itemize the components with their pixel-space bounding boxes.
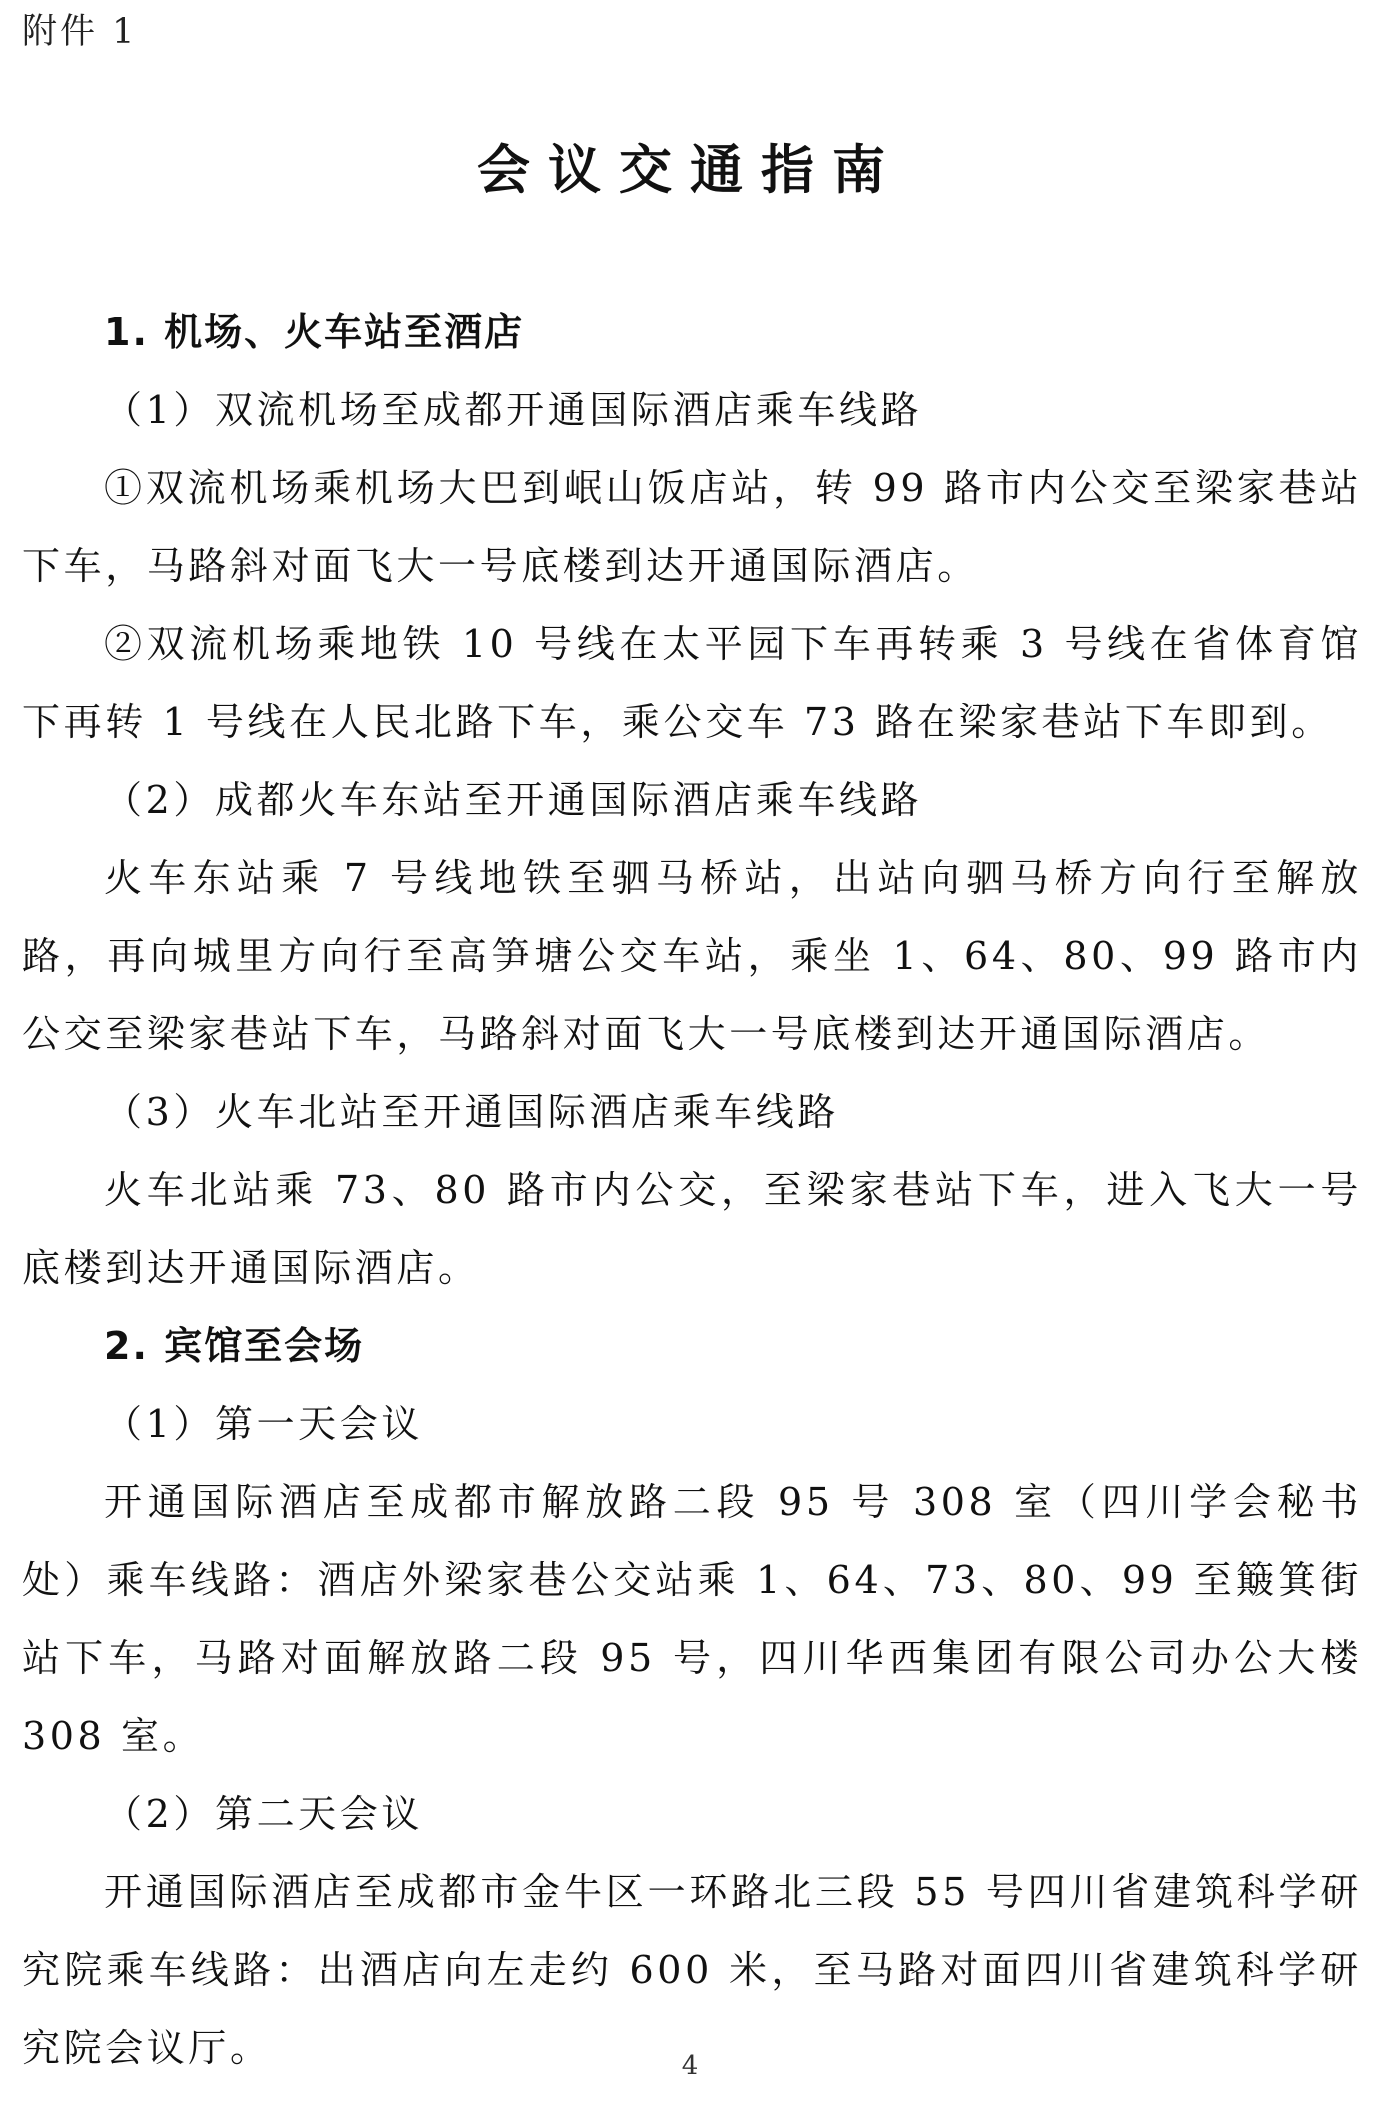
paragraph-day-one-directions: 开通国际酒店至成都市解放路二段 95 号 308 室（四川学会秘书处）乘车线路：酒店外梁家巷公交站乘 1、64、73、80、99 至簸箕街站下车，马路对面解放路二段 95 号，四川华西集团有限公司办公大楼 308 室。: [22, 1480, 1362, 1758]
subheading-shuangliu-route: （1）双流机场至成都开通国际酒店乘车线路: [104, 388, 923, 432]
page-number: 4: [681, 2051, 699, 2081]
paragraph-north-station-directions: 火车北站乘 73、80 路市内公交，至梁家巷站下车，进入飞大一号底楼到达开通国际酒店。: [22, 1168, 1362, 1290]
section-heading-hotel-venue: 2. 宾馆至会场: [104, 1324, 365, 1368]
document-body: [22, 293, 1362, 2087]
subheading-day-one: （1）第一天会议: [104, 1402, 423, 1446]
section-heading-airport-station: 1. 机场、火车站至酒店: [104, 310, 525, 354]
paragraph-airport-metro-option: ②双流机场乘地铁 10 号线在太平园下车再转乘 3 号线在省体育馆下再转 1 号线在人民北路下车，乘公交车 73 路在梁家巷站下车即到。: [22, 622, 1362, 744]
paragraph-airport-bus-option: ①双流机场乘机场大巴到岷山饭店站，转 99 路市内公交至梁家巷站下车，马路斜对面飞大一号底楼到达开通国际酒店。: [22, 466, 1362, 588]
subheading-north-station-route: （3）火车北站至开通国际酒店乘车线路: [104, 1090, 839, 1134]
page-title: 会议交通指南: [477, 139, 903, 201]
subheading-east-station-route: （2）成都火车东站至开通国际酒店乘车线路: [104, 778, 923, 822]
subheading-day-two: （2）第二天会议: [104, 1792, 423, 1836]
paragraph-day-two-directions: 开通国际酒店至成都市金牛区一环路北三段 55 号四川省建筑科学研究院乘车线路：出酒店向左走约 600 米，至马路对面四川省建筑科学研究院会议厅。: [22, 1870, 1362, 2070]
paragraph-east-station-directions: 火车东站乘 7 号线地铁至驷马桥站，出站向驷马桥方向行至解放路，再向城里方向行至高笋塘公交车站，乘坐 1、64、80、99 路市内公交至梁家巷站下车，马路斜对面飞大一号底楼到达开通国际酒店。: [22, 856, 1362, 1056]
attachment-label: 附件 1: [22, 12, 138, 52]
